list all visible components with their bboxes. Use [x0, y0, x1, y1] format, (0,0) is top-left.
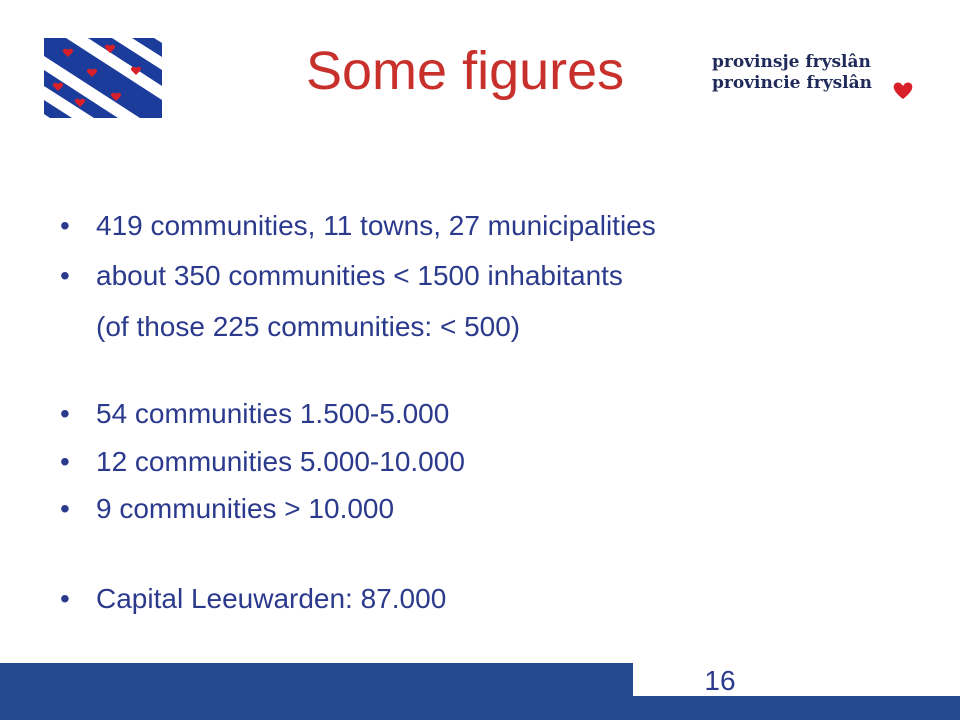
bullet-text: Capital Leeuwarden: 87.000: [96, 583, 447, 614]
bullet-text: (of those 225 communities: < 500): [96, 311, 521, 342]
bullet-marker: •: [60, 210, 70, 241]
footer-strip: [633, 696, 960, 720]
bullet-marker: •: [60, 493, 70, 524]
logo-line-frisian: provinsje fryslân: [712, 52, 871, 72]
bullet-marker: •: [60, 583, 70, 614]
page-number: 16: [704, 665, 736, 696]
bullet-text: about 350 communities < 1500 inhabitants: [96, 260, 623, 291]
bullet-marker: •: [60, 398, 70, 429]
logo-line-dutch: provincie fryslân: [712, 73, 872, 93]
bullet-text: 9 communities > 10.000: [96, 493, 395, 524]
slide-title: Some figures: [306, 41, 625, 101]
bullet-text: 419 communities, 11 towns, 27 municipalities: [96, 210, 656, 241]
bullet-text: 12 communities 5.000-10.000: [96, 446, 465, 477]
bullet-marker: •: [60, 446, 70, 477]
bullet-text: 54 communities 1.500-5.000: [96, 398, 450, 429]
bullet-marker: •: [60, 260, 70, 291]
footer-bar: [0, 663, 633, 720]
